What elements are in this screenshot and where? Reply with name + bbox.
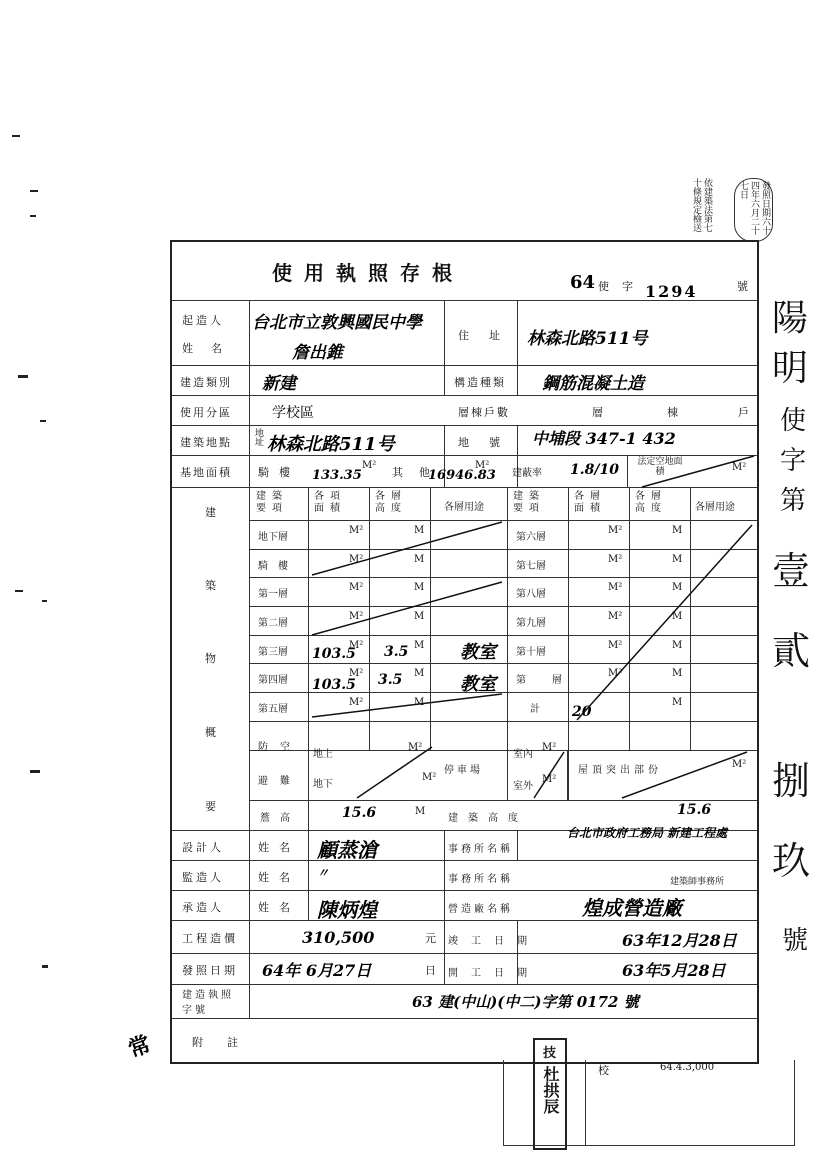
zone-label: 使用分區 <box>180 406 232 419</box>
air-raid-above-m2: M² <box>408 742 423 753</box>
unit-m2-r6l: M² <box>349 668 364 679</box>
margin-char: 常 <box>124 1030 155 1063</box>
unit-m2-r6r: M² <box>608 668 623 679</box>
address-label: 住址 <box>458 329 520 342</box>
issue-unit: 日 <box>425 964 439 977</box>
contractor-name-label: 姓名 <box>258 901 300 914</box>
license-word: 字 <box>622 280 636 293</box>
print-info: 64.4.3,000 <box>660 1062 715 1073</box>
floor-label-7: 第七層 <box>516 561 546 572</box>
floor3-use: 教室 <box>460 642 496 663</box>
unit-m-r1l: M <box>414 525 425 536</box>
unit-m-r7l: M <box>414 697 425 708</box>
parking-indoor: 室內 <box>513 749 533 760</box>
owner-value-2: 詹出錐 <box>292 343 343 363</box>
unit-m2-r7l: M² <box>349 697 364 708</box>
top-stamp-left-text: 依建築法第七十條規定檢送 <box>691 178 712 232</box>
right-char-4: 字 <box>780 446 807 476</box>
col-header-8: 各層用途 <box>695 502 735 513</box>
cost-unit: 元 <box>425 932 439 945</box>
designer-office: 台北市政府工務局 新建工程處 <box>567 826 728 840</box>
building-side-2: 築 <box>205 579 216 592</box>
legal-area-m2: M² <box>732 462 747 473</box>
note-label: 附註 <box>192 1036 262 1049</box>
owner-label-2: 姓名 <box>182 342 240 355</box>
unit-m2-r3l: M² <box>349 582 364 593</box>
designer-name-label: 姓名 <box>258 841 300 854</box>
building-height-value: 15.6 <box>677 802 712 818</box>
unit-m2-r1r: M² <box>608 525 623 536</box>
floor-label-4: 第四層 <box>258 675 288 686</box>
floor-label-total: 計 <box>530 704 540 715</box>
contractor-label: 承造人 <box>182 901 224 914</box>
cost-value: 310,500 <box>302 928 375 947</box>
finish-value: 63年12月28日 <box>622 931 737 950</box>
unit-m-r4l: M <box>414 611 425 622</box>
air-raid-below-m2: M² <box>422 772 437 783</box>
supervisor-name: 〃 <box>317 866 330 880</box>
unit-m-r5l: M <box>414 640 425 651</box>
parking-label: 停車場 <box>444 765 483 776</box>
area-label: 基地面積 <box>180 466 232 479</box>
license-year: 64 <box>570 272 596 293</box>
building-height-label: 建築高度 <box>448 813 528 824</box>
unit-m-r1r: M <box>672 525 683 536</box>
building-side-3: 物 <box>205 652 216 665</box>
arcade-label: 騎樓 <box>258 466 300 479</box>
contractor-factory-label: 營造廠名稱 <box>448 904 513 915</box>
tech-stamp-label: 技 <box>543 1046 557 1061</box>
floor3-area: 103.5 <box>312 646 356 662</box>
eave-value: 15.6 <box>342 805 377 821</box>
right-char-10: 號 <box>782 926 809 956</box>
lot-label: 地號 <box>458 436 520 449</box>
unit-m-r2l: M <box>414 554 425 565</box>
structure-value: 鋼筋混凝土造 <box>542 374 644 394</box>
cost-label: 工程造價 <box>182 932 238 945</box>
parking-outdoor-m2: M² <box>542 774 557 785</box>
permit-label-1: 建造執照 <box>182 990 234 1001</box>
floor-label-5: 第五層 <box>258 704 288 715</box>
license-char: 使 <box>598 280 612 293</box>
arcade-m2: M² <box>362 460 377 471</box>
permit-label-2: 字號 <box>182 1005 208 1016</box>
lot-value: 中埔段 347-1 432 <box>532 429 676 448</box>
page-title: 使用執照存根 <box>272 261 464 285</box>
unit-m-r3r: M <box>672 582 683 593</box>
eave-label: 簷高 <box>260 813 300 824</box>
coverage-label: 建蔽率 <box>512 468 542 479</box>
unit-m2-r4l: M² <box>349 611 364 622</box>
eave-m: M <box>415 806 426 817</box>
col-header-1: 建築要項 <box>256 491 288 514</box>
school-label: 校 <box>598 1064 609 1077</box>
tech-stamp-name: 杜拱辰 <box>541 1066 560 1114</box>
floor-label-blank: 第 層 <box>516 675 570 686</box>
floor-label-basement: 地下層 <box>258 532 288 543</box>
finish-label: 竣工日期 <box>448 936 540 947</box>
strike-lines <box>172 242 757 1062</box>
right-char-6: 壹 <box>772 549 811 593</box>
other-m2: M² <box>475 460 490 471</box>
unit-m-r4r: M <box>672 611 683 622</box>
start-label: 開工日期 <box>448 968 540 979</box>
owner-label-1: 起造人 <box>182 314 224 327</box>
unit-m-r2r: M <box>672 554 683 565</box>
other-value: 16946.83 <box>428 468 496 483</box>
right-char-7: 貳 <box>772 629 811 673</box>
license-number: 1294 <box>645 282 698 301</box>
unit-m-r7r: M <box>672 697 683 708</box>
floors-unit-layer: 層 <box>592 406 606 419</box>
category-label: 建造類別 <box>180 376 232 389</box>
parking-indoor-m2: M² <box>542 742 557 753</box>
right-char-3: 使 <box>780 406 807 436</box>
right-char-9: 玖 <box>772 839 811 883</box>
supervisor-office-label: 事務所名稱 <box>448 874 513 885</box>
building-side-1: 建 <box>205 506 216 519</box>
right-char-8: 捌 <box>772 759 811 803</box>
col-header-7: 各層高度 <box>635 491 667 514</box>
supervisor-office: 建築師事務所 <box>670 877 725 887</box>
contractor-name: 陳炳煌 <box>317 898 377 922</box>
start-value: 63年5月28日 <box>622 961 726 980</box>
address-value: 林森北路511号 <box>527 329 648 349</box>
right-char-5: 第 <box>780 486 807 516</box>
floor3-height: 3.5 <box>384 644 409 660</box>
zone-value: 学校區 <box>272 405 314 421</box>
designer-name: 顧蒸滄 <box>317 838 377 862</box>
roof-m2: M² <box>732 759 747 770</box>
site-value: 林森北路511号 <box>267 434 395 455</box>
designer-label: 設計人 <box>182 841 224 854</box>
issue-value: 64年 6月27日 <box>262 961 372 980</box>
floor-label-2: 第二層 <box>258 618 288 629</box>
floors-label: 層棟戶數 <box>458 406 510 419</box>
structure-label: 構造種類 <box>454 376 506 389</box>
unit-m2-r5l: M² <box>349 640 364 651</box>
col-header-5: 建築要項 <box>513 491 545 514</box>
unit-m-r6r: M <box>672 668 683 679</box>
floor4-use: 教室 <box>460 674 496 695</box>
air-raid-label-2: 避難 <box>258 776 302 787</box>
floor4-area: 103.5 <box>312 677 356 693</box>
unit-m2-r2r: M² <box>608 554 623 565</box>
col-header-6: 各層面積 <box>574 491 606 514</box>
floor-label-8: 第八層 <box>516 589 546 600</box>
col-header-4: 各層用途 <box>444 502 484 513</box>
unit-m2-r3r: M² <box>608 582 623 593</box>
floor-label-1: 第一層 <box>258 589 288 600</box>
floor-label-3: 第三層 <box>258 647 288 658</box>
floor-label-6: 第六層 <box>516 532 546 543</box>
right-char-2: 明 <box>772 348 809 389</box>
air-raid-label-1: 防空 <box>258 742 302 753</box>
right-char-1: 陽 <box>772 298 809 339</box>
floor4-height: 3.5 <box>378 672 403 688</box>
air-raid-below: 地下 <box>313 779 333 790</box>
floor-label-9: 第九層 <box>516 618 546 629</box>
license-suffix: 號 <box>737 280 751 293</box>
parking-outdoor: 室外 <box>513 781 533 792</box>
roof-label: 屋頂突出部份 <box>578 765 662 776</box>
license-form <box>170 240 759 1064</box>
arcade-value: 133.35 <box>312 468 362 483</box>
unit-m2-r5r: M² <box>608 640 623 651</box>
other-label: 其他 <box>392 466 446 479</box>
unit-m-r3l: M <box>414 582 425 593</box>
floor-label-arcade: 騎樓 <box>258 561 298 572</box>
coverage-value: 1.8/10 <box>570 462 619 478</box>
bottom-box <box>503 1060 795 1146</box>
site-sub-label: 地址 <box>253 428 263 446</box>
contractor-factory: 煌成營造廠 <box>582 896 682 920</box>
legal-area-label: 法定空地面積 <box>637 457 683 477</box>
permit-value: 63 建(中山)(中二)字第 0172 號 <box>412 993 639 1011</box>
top-stamp <box>690 178 770 236</box>
supervisor-label: 監造人 <box>182 871 224 884</box>
floors-unit-household: 戶 <box>738 406 752 419</box>
unit-m-r5r: M <box>672 640 683 651</box>
supervisor-name-label: 姓名 <box>258 871 300 884</box>
air-raid-above: 地上 <box>313 749 333 760</box>
col-header-3: 各層高度 <box>375 491 407 514</box>
designer-office-label: 事務所名稱 <box>448 844 513 855</box>
unit-m-r6l: M <box>414 668 425 679</box>
issue-label: 發照日期 <box>182 964 238 977</box>
owner-value-1: 台北市立敦興國民中學 <box>252 313 422 333</box>
building-side-4: 概 <box>205 726 216 739</box>
total-value: 20 <box>572 704 592 720</box>
unit-m2-r2l: M² <box>349 554 364 565</box>
floors-unit-building: 棟 <box>667 406 681 419</box>
top-stamp-right-text: 發照日期六十四年六月二十七日 <box>734 178 773 242</box>
right-margin-chars <box>772 290 827 970</box>
building-side-5: 要 <box>205 800 216 813</box>
category-value: 新建 <box>262 374 296 394</box>
floor-label-10: 第十層 <box>516 647 546 658</box>
site-label: 建築地點 <box>180 436 232 449</box>
unit-m2-r4r: M² <box>608 611 623 622</box>
col-header-2: 各項面積 <box>314 491 346 514</box>
unit-m2-r1l: M² <box>349 525 364 536</box>
